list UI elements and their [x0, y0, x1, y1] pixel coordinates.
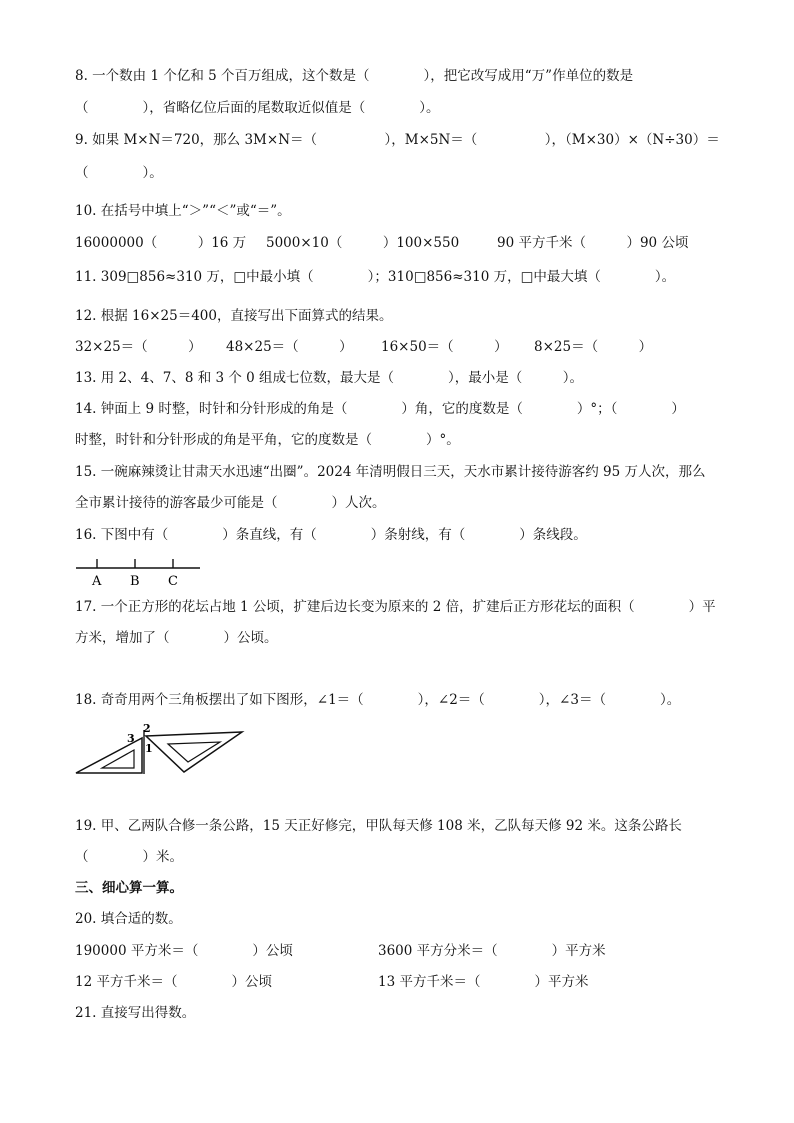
q12-item-3: 16×50＝（ ）	[381, 339, 508, 355]
q15-line1: 15. 一碗麻辣烫让甘肃天水迅速“出圈”。2024 年清明假日三天，天水市累计接待游客约 95 万人次，那么	[75, 464, 706, 480]
angle-1-label: 1	[145, 742, 153, 755]
q14-line1: 14. 钟面上 9 时整，时针和分针形成的角是（ ）角，它的度数是（ ）°；（ ）	[75, 401, 685, 417]
q12-item-1: 32×25＝（ ）	[75, 339, 202, 355]
angle-3-label: 3	[127, 732, 135, 745]
q8-line1: 8. 一个数由 1 个亿和 5 个百万组成，这个数是（ ），把它改写成用“万”作单位的数是	[75, 68, 634, 84]
q20-item-2: 3600 平方分米＝（ ）平方米	[378, 943, 606, 959]
q20-title: 20. 填合适的数。	[75, 911, 182, 927]
q16-line1: 16. 下图中有（ ）条直线，有（ ）条射线，有（ ）条线段。	[75, 527, 587, 543]
section-3-title: 三、细心算一算。	[75, 880, 183, 896]
q12-item-4: 8×25＝（ ）	[534, 339, 653, 355]
triangle-rulers-figure	[72, 718, 248, 778]
q15-line2: 全市累计接待的游客最少可能是（ ）人次。	[75, 495, 386, 511]
angle-2-label: 2	[143, 722, 151, 735]
q10-item-3: 90 平方千米（ ）90 公顷	[497, 235, 689, 251]
point-b-label: B	[130, 574, 140, 589]
point-a-label: A	[92, 574, 102, 589]
q19-line2: （ ）米。	[75, 849, 183, 865]
q10-item-1: 16000000（ ）16 万	[75, 235, 247, 251]
q13-line1: 13. 用 2、4、7、8 和 3 个 0 组成七位数，最大是（ ），最小是（ ）。	[75, 370, 584, 386]
q21-title: 21. 直接写出得数。	[75, 1005, 196, 1021]
q8-line2: （ ），省略亿位后面的尾数取近似值是（ ）。	[75, 100, 440, 116]
q20-item-1: 190000 平方米＝（ ）公顷	[75, 943, 293, 959]
point-c-label: C	[168, 574, 178, 589]
q12-item-2: 48×25＝（ ）	[226, 339, 353, 355]
q9-line1: 9. 如果 M×N＝720，那么 3M×N＝（ ），M×5N＝（ ），（M×30）×（N÷30）＝	[75, 132, 720, 148]
q12-title: 12. 根据 16×25＝400，直接写出下面算式的结果。	[75, 308, 393, 324]
right-triangle-ruler	[146, 732, 242, 772]
q14-line2: 时整，时针和分针形成的角是平角，它的度数是（ ）°。	[75, 432, 460, 448]
q17-line1: 17. 一个正方形的花坛占地 1 公顷，扩建后边长变为原来的 2 倍，扩建后正方形花坛的面积（ ）平	[75, 599, 716, 615]
q11-line1: 11. 309□856≈310 万，□中最小填（ ）；310□856≈310 万，□中最大填（ ）。	[75, 269, 676, 285]
q17-line2: 方米，增加了（ ）公顷。	[75, 630, 278, 646]
q10-item-2: 5000×10（ ）100×550	[266, 235, 460, 251]
q20-item-3: 12 平方千米＝（ ）公顷	[75, 974, 272, 990]
q9-line2: （ ）。	[75, 165, 163, 181]
q20-item-4: 13 平方千米＝（ ）平方米	[378, 974, 589, 990]
left-triangle-inner	[102, 750, 134, 768]
q18-line1: 18. 奇奇用两个三角板摆出了如下图形，∠1＝（ ），∠2＝（ ），∠3＝（ ）。	[75, 692, 681, 708]
q10-title: 10. 在括号中填上“＞”“＜”或“＝”。	[75, 203, 291, 219]
line-ray-segment-figure	[72, 555, 204, 589]
q19-line1: 19. 甲、乙两队合修一条公路，15 天正好修完，甲队每天修 108 米，乙队每天修 92 米。这条公路长	[75, 818, 682, 834]
